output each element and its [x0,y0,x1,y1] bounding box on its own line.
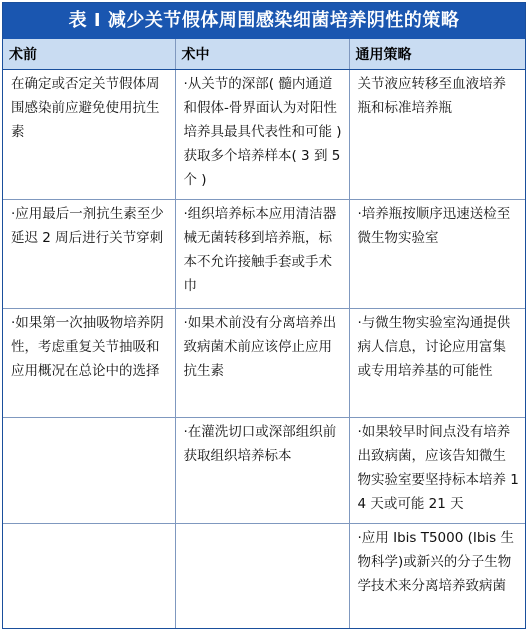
header-row [3,39,525,70]
table-row [3,200,525,309]
table-title: 表 I 减少关节假体周围感染细菌培养阴性的策略 [3,3,525,39]
cell-preop: 在确定或否定关节假体周围感染前应避免使用抗生素 [3,70,175,200]
header-intraop: 术中 [175,39,349,70]
table-row [3,524,525,628]
table-row [3,70,525,200]
cell-preop: ·应用最后一剂抗生素至少延迟 2 周后进行关节穿刺 [3,200,175,309]
cell-general: 关节液应转移至血液培养瓶和标准培养瓶 [349,70,525,200]
table-row [3,418,525,524]
cell-general: ·如果较早时间点没有培养出致病菌，应该告知微生物实验室要坚持标本培养 14 天或可能 21 天 [349,418,525,524]
cell-intraop: ·从关节的深部( 髓内通道和假体-骨界面认为对阳性培养具最具代表性和可能 )获取多个培养样本( 3 到 5 个 ) [175,70,349,200]
cell-preop: ·如果第一次抽吸物培养阴性，考虑重复关节抽吸和应用概况在总论中的选择 [3,309,175,418]
header-general-strategy: 通用策略 [349,39,525,70]
cell-general: ·培养瓶按顺序迅速送检至微生物实验室 [349,200,525,309]
table-row [3,309,525,418]
cell-general: ·与微生物实验室沟通提供病人信息，讨论应用富集或专用培养基的可能性 [349,309,525,418]
header-preop: 术前 [3,39,175,70]
cell-intraop: ·在灌洗切口或深部组织前获取组织培养标本 [175,418,349,524]
cell-preop [3,524,175,628]
cell-preop [3,418,175,524]
strategy-table [3,39,525,628]
cell-intraop [175,524,349,628]
cell-general: ·应用 Ibis T5000 (Ibis 生物科学)或新兴的分子生物学技术来分离培养致病菌 [349,524,525,628]
strategy-table-figure [2,2,526,629]
cell-intraop: ·组织培养标本应用清洁器械无菌转移到培养瓶，标本不允许接触手套或手术巾 [175,200,349,309]
cell-intraop: ·如果术前没有分离培养出致病菌术前应该停止应用抗生素 [175,309,349,418]
